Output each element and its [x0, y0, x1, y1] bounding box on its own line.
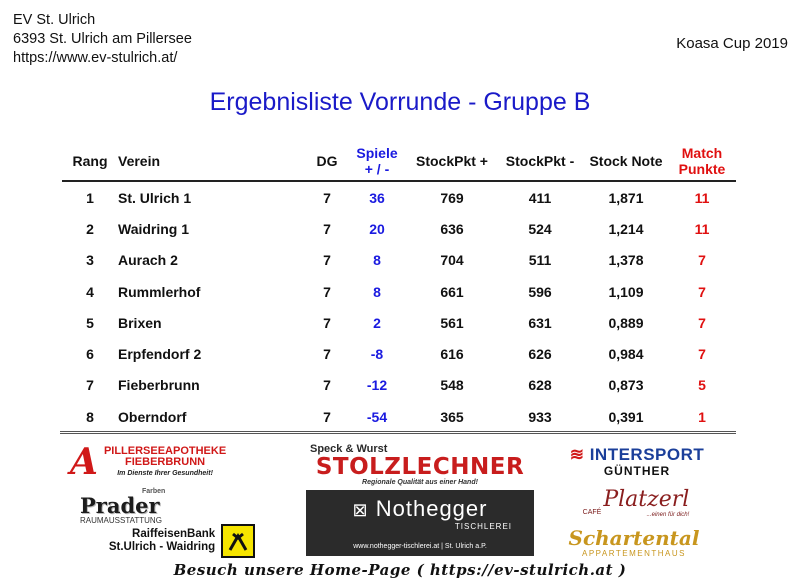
table-row	[62, 401, 736, 432]
table-row	[62, 276, 736, 307]
cell-stockpkt-minus: 933	[528, 408, 552, 425]
cell-dg: 7	[323, 408, 331, 425]
cell-stockpkt-plus: 561	[440, 314, 464, 331]
schartental-subtitle: APPARTEMENTHAUS	[582, 548, 686, 558]
cell-rang: 3	[86, 252, 94, 269]
raiffeisen-name: RaiffeisenBank	[132, 528, 216, 540]
prader-tagline: Farben	[142, 487, 166, 495]
cell-verein: Oberndorf	[118, 408, 187, 425]
table-row	[62, 181, 736, 213]
nothegger-label: Nothegger	[375, 495, 488, 521]
cell-match-punkte: 7	[698, 283, 706, 300]
sponsor-banner	[60, 431, 736, 569]
cell-stock-note: 1,109	[608, 283, 644, 300]
org-address: 6393 St. Ulrich am Pillersee	[13, 31, 192, 47]
header-match-line1: Match	[681, 145, 723, 161]
nothegger-name	[353, 497, 488, 522]
stolzlechner-name: STOLZLECHNER	[315, 453, 525, 480]
cell-match-punkte: 7	[698, 314, 706, 331]
cell-stockpkt-plus: 365	[440, 408, 464, 425]
cell-stock-note: 0,984	[608, 346, 644, 363]
cell-stockpkt-plus: 636	[440, 220, 464, 237]
intersport-logo-icon: ≋	[569, 445, 585, 464]
stolzlechner-slogan: Regionale Qualität aus einer Hand!	[362, 478, 478, 486]
apotheke-name: PILLERSEEAPOTHEKE	[103, 444, 227, 457]
cell-stockpkt-plus: 616	[440, 346, 464, 363]
apotheke-logo-icon: A	[70, 441, 98, 483]
prader-subtitle: RAUMAUSSTATTUNG	[80, 515, 162, 525]
prader-name: Prader	[80, 492, 160, 518]
intersport-label: INTERSPORT	[589, 445, 705, 464]
sponsor-platzerl	[572, 484, 700, 522]
table-row	[62, 213, 736, 244]
cell-spiele: -8	[370, 346, 384, 363]
apotheke-town: FIEBERBRUNN	[125, 455, 206, 468]
nothegger-website: www.nothegger-tischlerei.at | St. Ulrich a.P.	[353, 542, 487, 550]
cell-verein: Waidring 1	[118, 220, 190, 237]
cell-verein: St. Ulrich 1	[118, 189, 192, 206]
cell-rang: 7	[86, 377, 94, 394]
page-title: Ergebnisliste Vorrunde - Gruppe B	[209, 88, 591, 116]
sponsor-stolzlechner	[306, 441, 534, 487]
table-row	[62, 370, 736, 401]
cell-dg: 7	[323, 189, 331, 206]
header-match-line2: Punkte	[678, 161, 726, 177]
table-row	[62, 338, 736, 369]
table-header-row	[62, 142, 736, 181]
cell-spiele: 36	[369, 189, 385, 206]
cell-dg: 7	[323, 346, 331, 363]
cell-spiele: 8	[373, 252, 381, 269]
intersport-name	[570, 446, 705, 464]
footer-homepage-note: Besuch unsere Home-Page ( https://ev-stulrich.at )	[173, 561, 627, 579]
cell-dg: 7	[323, 220, 331, 237]
header-spiele-line1: Spiele	[356, 145, 398, 161]
cell-dg: 7	[323, 283, 331, 300]
cell-verein: Fieberbrunn	[118, 377, 200, 394]
cell-stockpkt-minus: 511	[528, 252, 552, 269]
header-stockpkt-minus: StockPkt -	[505, 153, 575, 169]
header-verein: Verein	[118, 153, 161, 169]
raiffeisen-logo-icon	[221, 524, 255, 558]
cell-verein: Aurach 2	[118, 252, 178, 269]
cell-match-punkte: 7	[698, 346, 706, 363]
cell-match-punkte: 1	[698, 408, 706, 425]
cell-stock-note: 0,391	[608, 408, 644, 425]
cell-stockpkt-minus: 411	[528, 189, 552, 206]
raiffeisen-branch: St.Ulrich - Waidring	[108, 541, 216, 553]
cell-spiele: 8	[373, 283, 381, 300]
sponsor-raiffeisen	[86, 524, 278, 558]
cell-stock-note: 1,871	[608, 189, 644, 206]
cell-stock-note: 1,214	[608, 220, 644, 237]
org-name: EV St. Ulrich	[13, 12, 96, 28]
cell-rang: 8	[86, 408, 94, 425]
sponsor-intersport	[548, 444, 726, 480]
results-table	[62, 142, 736, 432]
sponsor-schartental	[544, 524, 724, 560]
cup-name: Koasa Cup 2019	[676, 35, 788, 52]
cell-verein: Brixen	[118, 314, 162, 331]
nothegger-logo-icon: ⊠	[352, 499, 369, 520]
cell-match-punkte: 7	[698, 252, 706, 269]
table-row	[62, 307, 736, 338]
cell-dg: 7	[323, 377, 331, 394]
header-stockpkt-plus: StockPkt +	[416, 153, 488, 169]
cell-rang: 2	[86, 220, 94, 237]
header-stock-note: Stock Note	[589, 153, 663, 169]
cell-stock-note: 0,873	[608, 377, 644, 394]
platzerl-name: Platzerl	[603, 487, 690, 512]
organization-info	[13, 11, 192, 68]
header-match-punkte	[668, 142, 736, 181]
apotheke-slogan: Im Dienste Ihrer Gesundheit!	[117, 469, 213, 477]
intersport-owner: GÜNTHER	[603, 464, 671, 478]
cell-stockpkt-plus: 769	[440, 189, 464, 206]
sponsor-apotheke	[70, 442, 288, 482]
cell-stock-note: 1,378	[608, 252, 644, 269]
cell-spiele: 2	[373, 314, 381, 331]
cell-stockpkt-plus: 704	[440, 252, 464, 269]
cell-stockpkt-minus: 628	[528, 377, 552, 394]
cell-match-punkte: 11	[694, 220, 710, 237]
cell-rang: 6	[86, 346, 94, 363]
table-row	[62, 245, 736, 276]
cell-match-punkte: 5	[698, 377, 706, 394]
platzerl-cafe: CAFÉ	[582, 509, 602, 516]
cell-stockpkt-minus: 524	[528, 220, 552, 237]
nothegger-subtitle: TISCHLEREI	[454, 521, 512, 531]
cell-spiele: -12	[366, 377, 388, 394]
org-website: https://www.ev-stulrich.at/	[13, 50, 178, 66]
cell-verein: Erpfendorf 2	[118, 346, 202, 363]
platzerl-slogan: ...einen für dich!	[646, 512, 690, 518]
cell-verein: Rummlerhof	[118, 283, 201, 300]
cell-match-punkte: 11	[694, 189, 710, 206]
cell-stockpkt-plus: 661	[440, 283, 464, 300]
cell-stockpkt-minus: 631	[528, 314, 552, 331]
cell-rang: 4	[86, 283, 94, 300]
cell-spiele: -54	[366, 408, 388, 425]
header-spiele	[346, 142, 408, 181]
cell-stockpkt-minus: 626	[528, 346, 552, 363]
cell-dg: 7	[323, 252, 331, 269]
sponsor-nothegger	[306, 490, 534, 556]
cell-stock-note: 0,889	[608, 314, 644, 331]
stolzlechner-tagline: Speck & Wurst	[310, 442, 388, 455]
sponsor-prader	[80, 489, 190, 523]
cell-stockpkt-plus: 548	[440, 377, 464, 394]
header-spiele-line2: + / -	[364, 161, 390, 177]
schartental-name: Schartental	[568, 525, 700, 550]
header-rang: Rang	[72, 153, 108, 169]
cell-rang: 1	[86, 189, 94, 206]
cell-spiele: 20	[369, 220, 385, 237]
cell-rang: 5	[86, 314, 94, 331]
cell-dg: 7	[323, 314, 331, 331]
cell-stockpkt-minus: 596	[528, 283, 552, 300]
header-dg: DG	[316, 153, 338, 169]
